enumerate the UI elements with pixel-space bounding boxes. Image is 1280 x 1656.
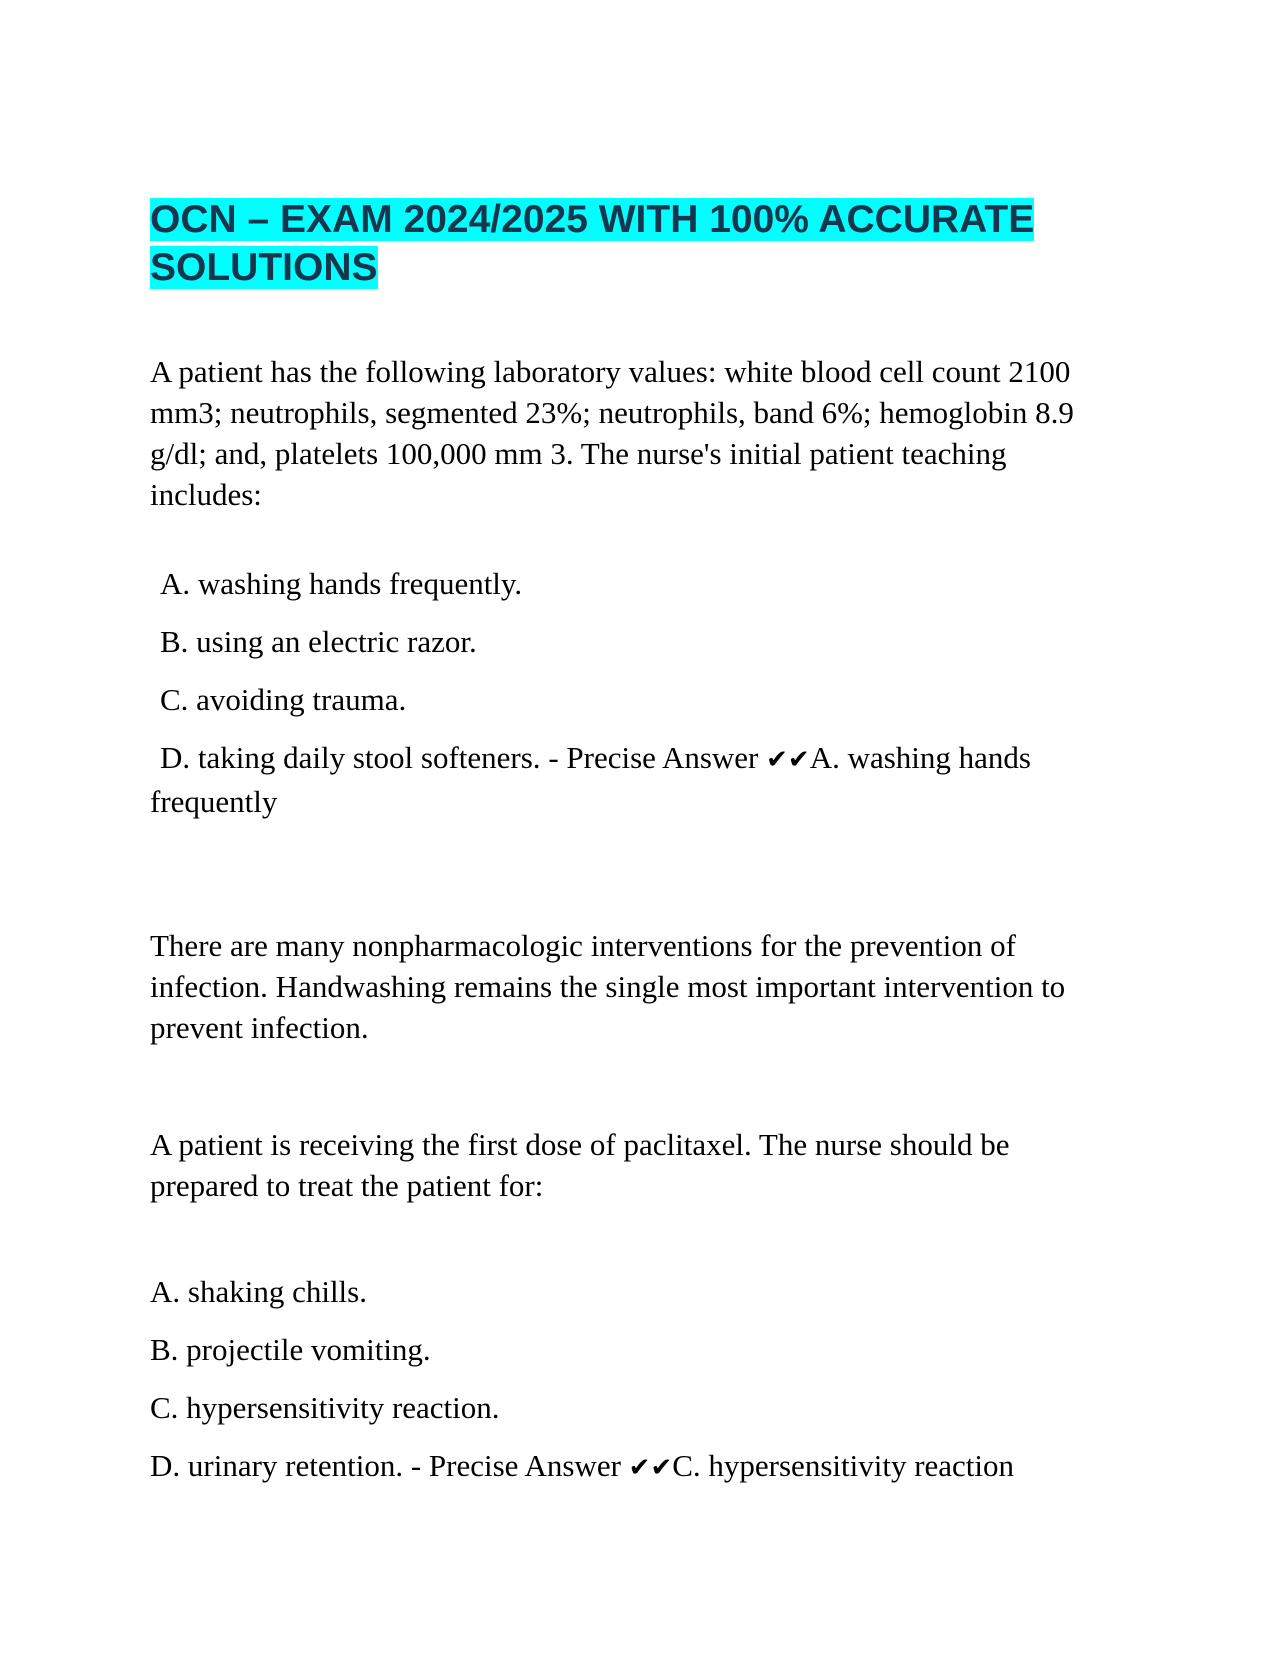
question-1-option-d: D. taking daily stool softeners. [160,740,541,775]
question-1-option-a: A. washing hands frequently. [160,566,523,601]
question-2-option-c: C. hypersensitivity reaction. [150,1390,500,1425]
question-2-stem: A patient is receiving the first dose of paclitaxel. The nurse should be prepared to treat the patient for: [150,1127,1010,1203]
question-1-option-b: B. using an electric razor. [160,624,477,659]
question-2-option-d-with-answer [150,1445,1130,1489]
question-1-option-d-with-answer [150,737,1130,822]
document-title-highlight: OCN – EXAM 2024/2025 WITH 100% ACCURATE SOLUTIONS [150,198,1035,289]
question-1-answer-prefix: - Precise Answer [540,740,767,775]
question-2-answer-prefix: - Precise Answer [403,1448,629,1483]
question-2-option-a: A. shaking chills. [150,1274,367,1309]
document-title [150,196,1130,292]
check-icon: ✔✔ [766,745,810,775]
question-1-answer: A. washing hands frequently [150,740,1031,819]
question-2-option-b: B. projectile vomiting. [150,1332,431,1367]
question-2-option-d: D. urinary retention. [150,1448,404,1483]
question-1-option-c: C. avoiding trauma. [160,682,407,717]
check-icon: ✔✔ [628,1453,673,1483]
question-2-answer: C. hypersensitivity reaction [672,1448,1015,1483]
question-1-rationale: There are many nonpharmacologic interventions for the prevention of infection. Handwashing remains the single most important intervention to prevent infection. [150,928,1066,1045]
question-1-stem: A patient has the following laboratory values: white blood cell count 2100 mm3; neutrophils, segmented 23%; neutrophils, band 6%; hemoglobin 8.9 g/dl; and, platelets 100,000 mm 3. The nurse's initial patient teaching includes: [150,354,1074,512]
document-page [150,0,1130,1656]
